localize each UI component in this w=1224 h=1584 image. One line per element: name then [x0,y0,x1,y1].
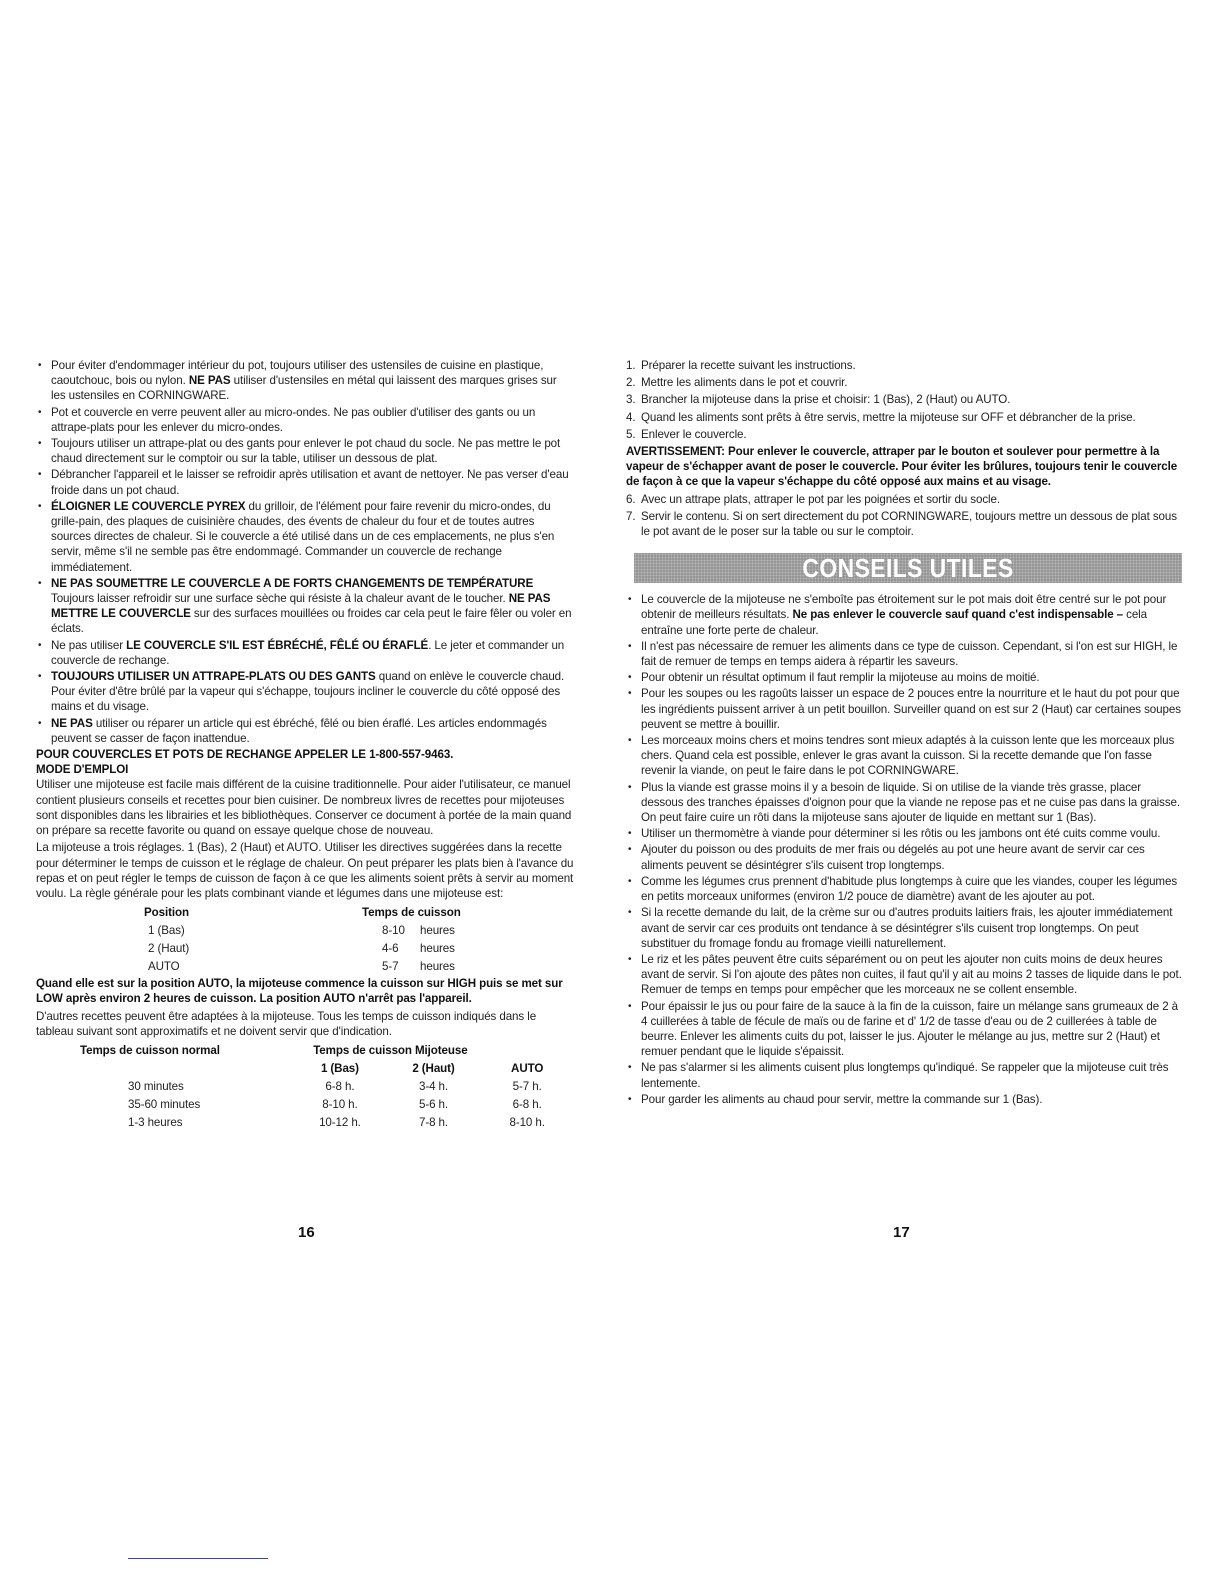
table-row [144,939,461,957]
table2-header-mijoteuse: Temps de cuisson Mijoteuse [313,1044,468,1058]
step-number: 1. [626,359,636,372]
list-item: • Le riz et les pâtes peuvent être cuits séparément ou on peut les ajouter non cuits moins de deux heures avant de servir. Si l'on ajoute des pâtes non cuites, il faut qu'il y ait au moins 2 tasses de liquide dans le pot. Remuer de temps en temps pour empêcher que les morceaux ne se collent ensemble. [626,952,1184,998]
table-cell: heures [420,923,455,937]
list-item [626,427,1184,442]
usage-steps-list-continued [626,492,1184,540]
table2-subheader: AUTO [511,1062,544,1076]
table-cell: 35-60 minutes [128,1098,201,1112]
list-item: • Utiliser un thermomètre à viande pour déterminer si les rôtis ou les jambons ont été cuits comme voulu. [626,826,1184,841]
table-cell: AUTO [148,959,180,973]
section-banner [634,553,1182,583]
list-item: • Le couvercle de la mijoteuse ne s'emboîte pas étroitement sur le pot mais doit être centré sur le pot pour obtenir de meilleurs résultats. Ne pas enlever le couvercle sauf quand c'est indispensable – cela entraîne une forte perte de chaleur. [626,592,1184,638]
step-text: Mettre les aliments dans le pot et couvrir. [641,376,848,390]
mode-paragraph-1: Utiliser une mijoteuse est facile mais différent de la cuisine traditionnelle. Pour aider l'utilisateur, ce manuel contient plusieurs conseils et recettes pour bien cuisiner. De nombreux livres de recettes pour mijoteuses sont disponibles dans les librairies et les bibliothèques. Conserver ce document à portée de la main quand on prépare sa recette favorite ou quand on essaye quelque chose de nouveau. [36,778,572,838]
emphasis-text: NE PAS METTRE LE COUVERCLE [51,592,551,621]
list-item [626,410,1184,425]
list-item: • Comme les légumes crus prennent d'habitude plus longtemps à cuire que les viandes, couper les légumes en petits morceaux uniformes (environ 1/2 pouce de diamètre) avant de les ajouter au pot. [626,874,1184,904]
step-number: 4. [626,410,636,424]
table-cell: 6-8 h. [512,1098,542,1112]
emphasis-text: NE PAS SOUMETTRE LE COUVERCLE A DE FORTS CHANGEMENTS DE TEMPÉRATURE [51,576,534,590]
table-cell: heures [420,959,455,973]
list-item: • Si la recette demande du lait, de la crème sur ou d'autres produits laitiers frais, les ajouter immédiatement avant de servir car ces produits ont tendance à se désintégrer s'ils cuisent trop longtemps. On peut substituer du fromage fondu au fromage vieilli naturellement. [626,905,1184,951]
usage-steps-list [626,358,1184,442]
emphasis-text: LE COUVERCLE S'IL EST ÉBRÉCHÉ, FÊLÉ OU ÉRAFLÉ [126,638,429,652]
step-number: 2. [626,376,636,390]
table-cell: 30 minutes [128,1080,184,1094]
table-row [36,1114,574,1132]
table-cell: 1-3 heures [128,1116,183,1130]
list-item: • Pour garder les aliments au chaud pour servir, mettre la commande sur 1 (Bas). [626,1092,1184,1107]
emphasis-text: NE PAS [188,374,231,388]
table-cell: 8-10 h. [509,1116,545,1130]
step-text: Brancher la mijoteuse dans la prise et choisir: 1 (Bas), 2 (Haut) ou AUTO. [641,393,1011,407]
table-cell: heures [420,941,455,955]
table2-subheader: 1 (Bas) [320,1062,359,1076]
step-text: Quand les aliments sont prêts à être servis, mettre la mijoteuse sur OFF et débrancher de la prise. [641,410,1136,424]
replacement-note: POUR COUVERCLES ET POTS DE RECHANGE APPELER LE 1-800-557-9463. [36,748,454,762]
list-item: • NE PAS utiliser ou réparer un article qui est ébréché, fêlé ou bien éraflé. Les articles endommagés peuvent se casser de façon inattendue. [36,716,574,746]
step-number: 6. [626,492,636,506]
table-cell: 10-12 h. [319,1116,361,1130]
table-cell: 4-6 [382,941,399,955]
list-item: • Ne pas utiliser LE COUVERCLE S'IL EST ÉBRÉCHÉ, FÊLÉ OU ÉRAFLÉ. Le jeter et commander un couvercle de rechange. [36,638,574,668]
list-item [626,509,1184,539]
footer-rule [128,1558,268,1559]
table-cell: 5-7 [382,959,399,973]
auto-note: Quand elle est sur la position AUTO, la mijoteuse commence la cuisson sur HIGH puis se met sur LOW après environ 2 heures de cuisson. La position AUTO n'arrêt pas l'appareil. [36,977,563,1006]
step-number: 7. [626,509,636,523]
mode-heading: MODE D'EMPLOI [36,763,129,777]
list-item [626,392,1184,407]
list-item: • Toujours utiliser un attrape-plat ou des gants pour enlever le pot chaud du socle. Ne pas mettre le pot chaud directement sur le comptoir ou sur la table, utiliser un dessous de plat. [36,436,574,466]
table-cell: 7-8 h. [418,1116,449,1130]
list-item: • Ajouter du poisson ou des produits de mer frais ou dégelés au pot une heure avant de servir car ces aliments peuvent se désintégrer s'ils cuisent trop longtemps. [626,842,1184,872]
table-row [144,957,461,975]
table-cell: 2 (Haut) [148,941,190,955]
safety-bullet-list [36,358,574,746]
table2-header-normal: Temps de cuisson normal [80,1044,220,1058]
tips-bullet-list [626,592,1184,1107]
table-cell: 6-8 h. [325,1080,355,1094]
table1-header-time: Temps de cuisson [362,905,461,919]
table-cell: 1 (Bas) [148,923,185,937]
banner-title: CONSEILS UTILES [802,552,1014,583]
list-item: • Les morceaux moins chers et moins tendres sont mieux adaptés à la cuisson lente que les morceaux plus chers. Quand cela est possible, enlever le gras avant la cuisson. Si la recette demande que l'on fasse revenir la viande, on peut le faire dans le pot CORNINGWARE. [626,733,1184,779]
list-item: • NE PAS SOUMETTRE LE COUVERCLE A DE FORTS CHANGEMENTS DE TEMPÉRATURE Toujours laisser refroidir sur une surface sèche qui résiste à la chaleur avant de le toucher. NE PAS METTRE LE COUVERCLE sur des surfaces mouillées ou froides car cela peut le faire fêler ou voler en éclats. [36,576,574,637]
step-text: Servir le contenu. Si on sert directement du pot CORNINGWARE, toujours mettre un dessous de plat sous le pot avant de le poser sur la table ou sur le comptoir. [641,509,1177,539]
step-text: Avec un attrape plats, attraper le pot par les poignées et sortir du socle. [641,492,1000,506]
table-cell: 5-7 h. [512,1080,542,1094]
left-page-column [36,358,574,1132]
list-item: • Il n'est pas nécessaire de remuer les aliments dans ce type de cuisson. Cependant, si l'on est sur HIGH, le fait de remuer de temps en temps aidera à répartir les saveurs. [626,639,1184,669]
page-number-left: 16 [298,1224,315,1241]
list-item: • Pot et couvercle en verre peuvent aller au micro-ondes. Ne pas oublier d'utiliser des gants ou un attrape-plats pour les enlever du micro-ondes. [36,405,574,435]
step-text: Préparer la recette suivant les instructions. [641,359,856,372]
list-item [626,375,1184,390]
table2-subheader: 2 (Haut) [412,1062,455,1076]
emphasis-text: Ne pas enlever le couvercle sauf quand c'est indispensable – [792,608,1124,622]
list-item: • Pour les soupes ou les ragoûts laisser un espace de 2 pouces entre la nourriture et le haut du pot pour que les ingrédients puissent arriver à un petit bouillon. Surveiller quand on est sur 2 (Haut) car certaines soupes peuvent se mettre à bouillir. [626,686,1184,732]
table-row [36,1096,574,1114]
list-item [626,358,1184,373]
mode-paragraph-2: La mijoteuse a trois réglages. 1 (Bas), 2 (Haut) et AUTO. Utiliser les directives suggérées dans la recette pour déterminer le temps de cuisson et le réglage de chaleur. On peut préparer les plats bien à l'avance du repas et on peut régler le temps de cuisson de façon à ce que les aliments soient prêts à servir au moment voulu. La règle générale pour les plats combinant viande et légumes dans une mijoteuse est: [36,841,574,900]
right-page-column [626,358,1184,1108]
adapt-paragraph: D'autres recettes peuvent être adaptées à la mijoteuse. Tous les temps de cuisson indiqués dans le tableau suivant sont approximatifs et ne doivent servir que d'indication. [36,1009,537,1038]
list-item: • Plus la viande est grasse moins il y a besoin de liquide. Si on utilise de la viande très grasse, placer dessous des tranches épaisses d'oignon pour que la viande ne repose pas et ne cuise pas dans la graisse. On peut faire cuire un rôti dans la mijoteuse sans ajouter de liquide en mettant sur 1 (Bas). [626,780,1184,826]
list-item [626,492,1184,507]
table-cell: 3-4 h. [418,1080,449,1094]
table-cell: 8-10 [382,923,405,937]
position-time-table [144,903,461,975]
table-cell: 8-10 h. [322,1098,358,1112]
list-item: • Pour éviter d'endommager intérieur du pot, toujours utiliser des ustensiles de cuisine en plastique, caoutchouc, bois ou nylon. NE PAS utiliser d'ustensiles en métal qui laissent des marques grises sur les ustensiles en CORNINGWARE. [36,358,574,404]
list-item: • Débrancher l'appareil et le laisser se refroidir après utilisation et avant de nettoyer. Ne pas verser d'eau froide dans un pot chaud. [36,467,574,497]
list-item: • TOUJOURS UTILISER UN ATTRAPE-PLATS OU DES GANTS quand on enlève le couvercle chaud. Pour éviter d'être brûlé par la vapeur qui s'échappe, toujours incliner le couvercle du côté opposé des mains et du visage. [36,669,574,715]
list-item: • Pour obtenir un résultat optimum il faut remplir la mijoteuse au moins de moitié. [626,670,1184,685]
list-item: • Ne pas s'alarmer si les aliments cuisent plus longtemps qu'indiqué. Se rappeler que la mijoteuse cuit très lentemente. [626,1060,1184,1090]
list-item: • Pour épaissir le jus ou pour faire de la sauce à la fin de la cuisson, faire un mélange sans grumeaux de 2 à 4 cuillerées à table de fécule de maïs ou de farine et d' 1/2 de tasse d'eau ou de 2 cuillerées à table de beurre. Enlever les aliments cuits du pot, laisser le jus. Ajouter le mélange au jus, mettre sur 2 (Haut) et remuer pendant que le liquide s'épaissit. [626,999,1184,1060]
list-item: • ÉLOIGNER LE COUVERCLE PYREX du grilloir, de l'élément pour faire revenir du micro-ondes, du grille-pain, des plaques de cuisinière chaudes, des évents de chaleur du four et de toutes autres sources directes de chaleur. Si le couvercle a été utilisé dans un de ces emplacements, ne plus s'en servir, même s'il ne semble pas être endommagé. Commander un couvercle de rechange immédiatement. [36,499,574,575]
table1-header-position: Position [144,905,189,919]
cooking-time-table [36,1042,574,1132]
table-cell: 5-6 h. [418,1098,449,1112]
emphasis-text: ÉLOIGNER LE COUVERCLE PYREX [51,499,246,513]
emphasis-text: TOUJOURS UTILISER UN ATTRAPE-PLATS OU DES GANTS [51,670,376,684]
step-number: 3. [626,393,636,407]
page-number-right: 17 [893,1224,910,1241]
table-row [144,921,461,939]
warning-paragraph: AVERTISSEMENT: Pour enlever le couvercle, attraper par le bouton et soulever pour permettre à la vapeur de s'échapper avant de poser le couvercle. Pour éviter les brûlures, toujours tenir le couvercle de façon à ce que la vapeur s'échappe du côté opposé aux mains et au visage. [626,445,1178,489]
emphasis-text: NE PAS [51,716,93,730]
table-row [36,1078,574,1096]
step-number: 5. [626,427,636,441]
step-text: Enlever le couvercle. [641,427,747,441]
